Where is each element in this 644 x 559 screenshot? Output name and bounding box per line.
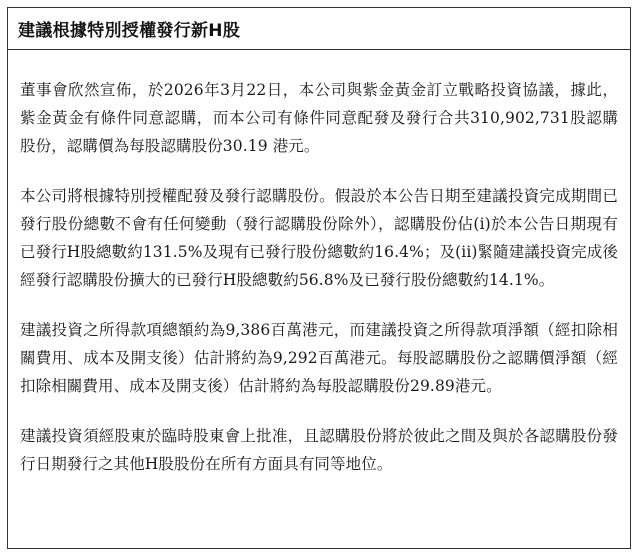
paragraph-subscription-agreement: 董事會欣然宣佈，於2026年3月22日，本公司與紫金黃金訂立戰略投資協議，據此，紫金黃金有條件同意認購，而本公司有條件同意配發及發行合共310,902,731股認購股份，認購價為每股認購股份30.19 港元。 [20, 81, 618, 155]
paragraph-specific-mandate: 本公司將根據特別授權配發及發行認購股份。假設於本公告日期至建議投資完成期間已發行股份總數不會有任何變動（發行認購股份除外），認購股份佔(i)於本公告日期現有已發行H股總數約131.5%及現有已發行股份總數約16.4%；及(ii)緊隨建議投資完成後經發行認購股份擴大的已發行H股總數約56.8%及已發行股份總數約14.1%。 [20, 187, 618, 289]
announcement-box [7, 7, 631, 549]
announcement-title: 建議根據特別授權發行新H股 [18, 21, 241, 41]
paragraph-shareholder-approval: 建議投資須經股東於臨時股東會上批准，且認購股份將於彼此之間及與於各認購股份發行日期發行之其他H股股份在所有方面具有同等地位。 [20, 427, 618, 473]
announcement-header [8, 8, 630, 50]
paragraph-proceeds: 建議投資之所得款項總額約為9,386百萬港元，而建議投資之所得款項淨額（經扣除相關費用、成本及開支後）估計將約為9,292百萬港元。每股認購股份之認購價淨額（經扣除相關費用、成本及開支後）估計將約為每股認購股份29.89港元。 [20, 321, 618, 395]
announcement-body [8, 50, 630, 478]
